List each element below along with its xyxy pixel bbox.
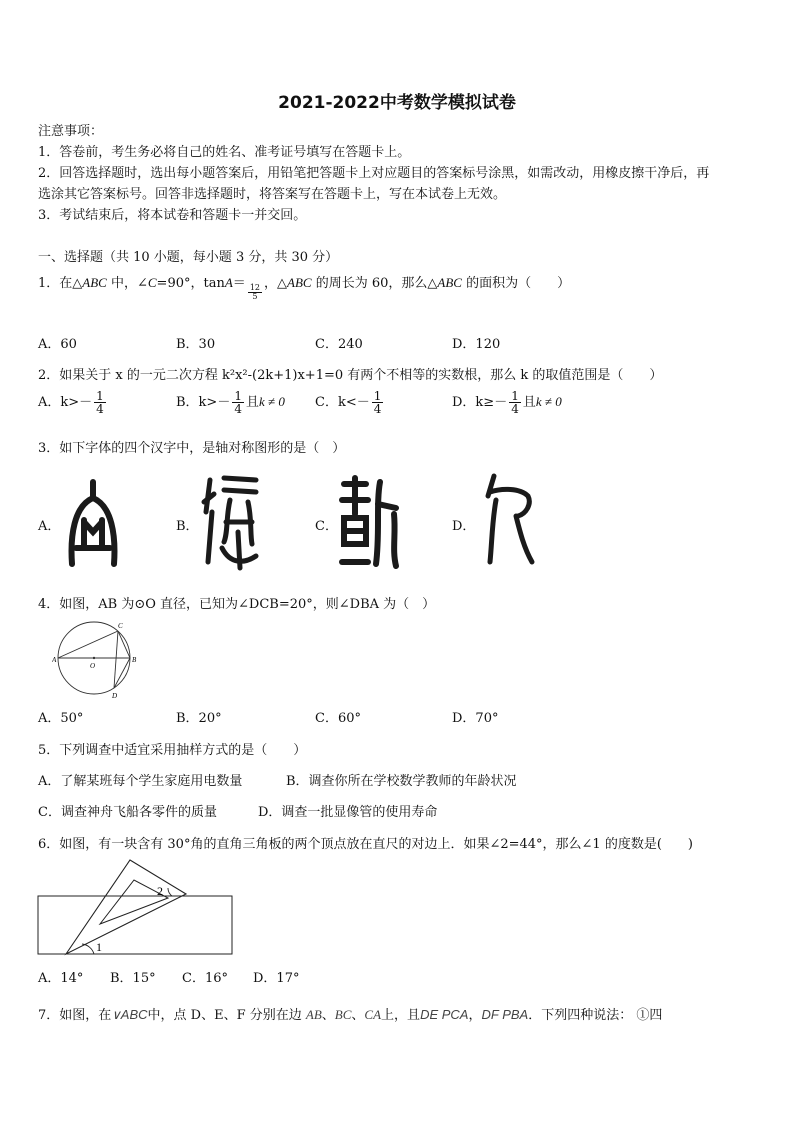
question-3-option-a: A． [38, 519, 61, 534]
question-3-option-c: C． [315, 519, 338, 534]
question-1-option-b: B．30 [176, 337, 216, 352]
angle-label-2: 2 [157, 884, 163, 898]
point-label-c: C [118, 622, 123, 630]
question-1-stem: 1．在△ABC 中，∠C=90°，tanA＝ $\frac{12}{5}$ ，△ABC 的周长为 60，那么△ABC 的面积为（ ） [38, 275, 571, 301]
question-1-option-a: A．60 [38, 337, 77, 352]
point-label-a: A [52, 656, 57, 664]
question-2-option-a: A．k>－ $\frac{1}{4}$ [38, 389, 104, 416]
question-6-option-c: C．16° [182, 971, 228, 986]
question-4-option-b: B．20° [176, 711, 222, 726]
question-3-option-d: D． [452, 519, 476, 534]
question-4-option-d: D．70° [452, 711, 499, 726]
notice-item-3: 3．考试结束后，将本试卷和答题卡一并交回。 [38, 208, 307, 223]
seal-glyph-a-image [62, 476, 124, 568]
question-5-option-c: C．调查神舟飞船各零件的质量 [38, 805, 217, 820]
question-6-option-a: A．14° [38, 971, 84, 986]
page-title: 2021-2022中考数学模拟试卷 [278, 93, 516, 113]
question-5-option-a: A．了解某班每个学生家庭用电数量 [38, 774, 243, 789]
question-2-option-c: C．k<－ $\frac{1}{4}$ [315, 389, 382, 416]
question-6-stem: 6．如图，有一块含有 30°角的直角三角板的两个顶点放在直尺的对边上．如果∠2=44°，那么∠1 的度数是( ) [38, 837, 693, 852]
seal-glyph-c-image [336, 474, 402, 570]
question-7-stem: 7．如图，在∨ABC中，点 D、E、F 分别在边 AB、BC、CA上，且DE PCA，DF PBA．下列四种说法： ①四 [38, 1007, 663, 1023]
circle-diagram [52, 618, 142, 700]
question-3-stem: 3．如下字体的四个汉字中，是轴对称图形的是（ ） [38, 441, 346, 456]
question-2-stem: 2．如果关于 x 的一元二次方程 k²x²-(2k+1)x+1=0 有两个不相等的实数根，那么 k 的取值范围是（ ） [38, 368, 663, 383]
question-5-stem: 5．下列调查中适宜采用抽样方式的是（ ） [38, 743, 307, 758]
point-label-d: D [112, 692, 118, 700]
notice-heading: 注意事项： [38, 124, 104, 139]
question-5-option-b: B．调查你所在学校数学教师的年龄状况 [286, 774, 517, 789]
question-4-stem: 4．如图，AB 为⊙O 直径，已知为∠DCB=20°，则∠DBA 为（ ） [38, 597, 436, 612]
question-2-option-b: B．k>－ $\frac{1}{4}$ 且k ≠ 0 [176, 389, 285, 416]
question-1-option-d: D．120 [452, 337, 501, 352]
question-4-option-c: C．60° [315, 711, 361, 726]
seal-glyph-b-image [200, 472, 262, 572]
question-6-option-d: D．17° [253, 971, 300, 986]
question-1-option-c: C．240 [315, 337, 363, 352]
point-label-b: B [132, 656, 137, 664]
question-2-option-d: D．k≥－ $\frac{1}{4}$ 且k ≠ 0 [452, 389, 562, 416]
section-heading: 一、选择题（共 10 小题，每小题 3 分，共 30 分） [38, 250, 339, 265]
question-5-option-d: D．调查一批显像管的使用寿命 [258, 805, 438, 820]
question-4-option-a: A．50° [38, 711, 84, 726]
notice-item-2-cont: 选涂其它答案标号。回答非选择题时，将答案写在答题卡上，写在本试卷上无效。 [38, 187, 507, 202]
seal-glyph-d-image [480, 470, 540, 566]
question-3-option-b: B． [176, 519, 199, 534]
tan-fraction: $\frac{12}{5}$ [249, 283, 260, 301]
angle-label-1: 1 [96, 940, 102, 954]
point-label-o: O [90, 662, 96, 670]
question-6-option-b: B．15° [110, 971, 156, 986]
notice-item-2: 2．回答选择题时，选出每小题答案后，用铅笔把答题卡上对应题目的答案标号涂黑，如需改动，用橡皮擦干净后，再 [38, 166, 710, 181]
ruler-triangle-diagram [36, 858, 236, 958]
notice-item-1: 1．答卷前，考生务必将自己的姓名、准考证号填写在答题卡上。 [38, 145, 411, 160]
